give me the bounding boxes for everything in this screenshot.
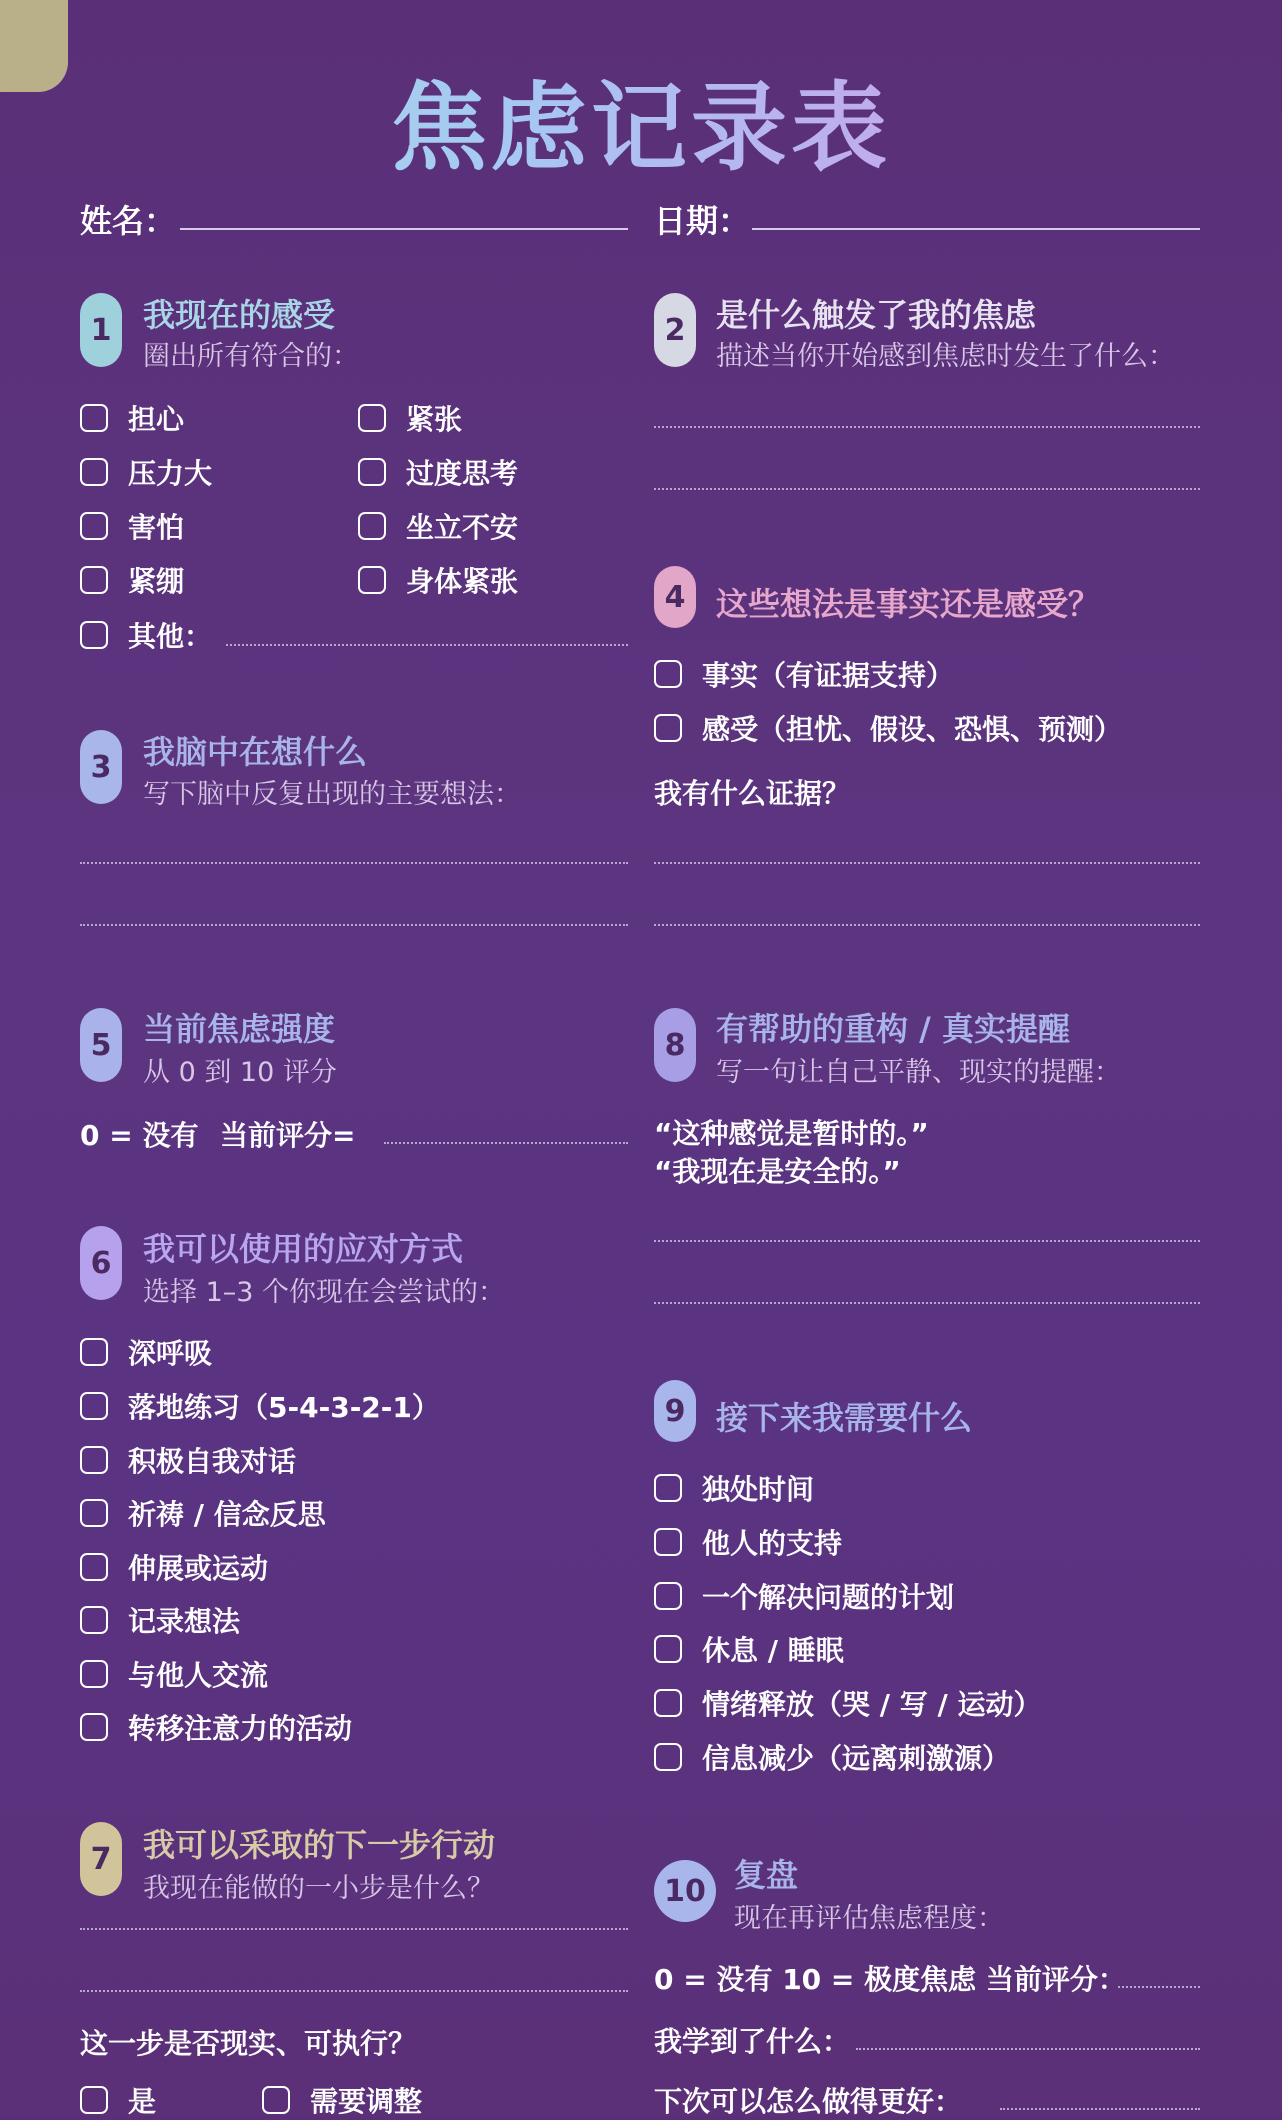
coping-option[interactable]: 伸展或运动 — [80, 1547, 268, 1587]
checkbox-icon[interactable] — [80, 1392, 108, 1420]
section-8-badge: 8 — [654, 1008, 696, 1082]
coping-option[interactable]: 落地练习（5-4-3-2-1） — [80, 1386, 440, 1426]
checkbox-icon[interactable] — [654, 1743, 682, 1771]
section-6-subtitle: 选择 1–3 个你现在会尝试的： — [143, 1277, 506, 1308]
section-7-title: 我可以采取的下一步行动 — [143, 1826, 496, 1864]
evidence-question: 我有什么证据？ — [654, 777, 851, 810]
checkbox-icon[interactable] — [654, 1689, 682, 1717]
need-option[interactable]: 独处时间 — [654, 1468, 814, 1508]
section-3-badge: 3 — [80, 730, 122, 804]
feeling-option[interactable]: 担心 — [80, 398, 184, 438]
next-step-line-2[interactable] — [80, 1990, 628, 1992]
name-label: 姓名： — [80, 202, 177, 240]
coping-option[interactable]: 转移注意力的活动 — [80, 1707, 352, 1747]
section-2-badge: 2 — [654, 293, 696, 367]
need-option[interactable]: 情绪释放（哭 / 写 / 运动） — [654, 1683, 1041, 1723]
checkbox-icon[interactable] — [654, 1474, 682, 1502]
feeling-type-option[interactable]: 感受（担忧、假设、恐惧、预测） — [654, 708, 1122, 748]
review-scale: 0 = 没有 10 = 极度焦虑 当前评分： — [654, 1963, 1126, 1996]
need-option[interactable]: 他人的支持 — [654, 1522, 842, 1562]
checkbox-icon[interactable] — [358, 566, 386, 594]
checkbox-icon[interactable] — [80, 621, 108, 649]
checkbox-icon[interactable] — [80, 1338, 108, 1366]
coping-option[interactable]: 积极自我对话 — [80, 1440, 296, 1480]
page-title: 焦虑记录表 — [0, 52, 1282, 189]
thought-line-2[interactable] — [80, 924, 628, 926]
section-10-title: 复盘 — [734, 1856, 799, 1894]
feasible-yes-option[interactable]: 是 — [80, 2080, 156, 2120]
reminder-line-1[interactable] — [654, 1240, 1200, 1242]
coping-option[interactable]: 与他人交流 — [80, 1654, 268, 1694]
checkbox-icon[interactable] — [654, 660, 682, 688]
feeling-option[interactable]: 身体紧张 — [358, 560, 518, 600]
section-2-title: 是什么触发了我的焦虑 — [716, 296, 1037, 334]
checkbox-icon[interactable] — [80, 458, 108, 486]
reminder-line-2[interactable] — [654, 1302, 1200, 1304]
section-10-badge: 10 — [654, 1860, 716, 1922]
feeling-option[interactable]: 坐立不安 — [358, 506, 518, 546]
checkbox-icon[interactable] — [80, 512, 108, 540]
section-3-subtitle: 写下脑中反复出现的主要想法： — [143, 779, 521, 810]
intensity-rating-line[interactable] — [384, 1142, 628, 1144]
checkbox-icon[interactable] — [80, 1446, 108, 1474]
checkbox-icon[interactable] — [654, 1582, 682, 1610]
section-6-title: 我可以使用的应对方式 — [143, 1230, 464, 1268]
next-step-line-1[interactable] — [80, 1928, 628, 1930]
date-label: 日期： — [654, 202, 751, 240]
section-1-badge: 1 — [80, 293, 122, 367]
section-8-title: 有帮助的重构 / 真实提醒 — [716, 1010, 1070, 1048]
section-3-title: 我脑中在想什么 — [143, 733, 368, 771]
learned-line[interactable] — [856, 2048, 1200, 2050]
checkbox-icon[interactable] — [80, 1606, 108, 1634]
feeling-option[interactable]: 过度思考 — [358, 452, 518, 492]
section-7-badge: 7 — [80, 1822, 122, 1896]
checkbox-icon[interactable] — [358, 404, 386, 432]
checkbox-icon[interactable] — [262, 2086, 290, 2114]
reminder-quote-1: “这种感觉是暂时的。” — [654, 1117, 929, 1150]
trigger-line-1[interactable] — [654, 426, 1200, 428]
checkbox-icon[interactable] — [80, 2086, 108, 2114]
thought-line-1[interactable] — [80, 862, 628, 864]
learned-label: 我学到了什么： — [654, 2025, 851, 2058]
other-feeling-line[interactable] — [226, 644, 628, 646]
checkbox-icon[interactable] — [80, 1713, 108, 1741]
checkbox-icon[interactable] — [358, 512, 386, 540]
section-9-title: 接下来我需要什么 — [716, 1399, 973, 1437]
checkbox-icon[interactable] — [654, 1528, 682, 1556]
feeling-option[interactable]: 紧绷 — [80, 560, 184, 600]
improve-line[interactable] — [1000, 2108, 1200, 2110]
intensity-rating-label: 当前评分= — [220, 1119, 356, 1152]
section-4-badge: 4 — [654, 566, 696, 628]
checkbox-icon[interactable] — [80, 1660, 108, 1688]
feasibility-question: 这一步是否现实、可执行？ — [80, 2027, 417, 2060]
improve-label: 下次可以怎么做得更好： — [654, 2085, 963, 2118]
feeling-option[interactable]: 害怕 — [80, 506, 184, 546]
coping-option[interactable]: 记录想法 — [80, 1600, 240, 1640]
feeling-option[interactable]: 压力大 — [80, 452, 212, 492]
need-option[interactable]: 一个解决问题的计划 — [654, 1576, 954, 1616]
checkbox-icon[interactable] — [80, 1499, 108, 1527]
section-8-subtitle: 写一句让自己平静、现实的提醒： — [716, 1057, 1121, 1088]
review-rating-line[interactable] — [1118, 1986, 1200, 1988]
section-1-title: 我现在的感受 — [143, 296, 336, 334]
need-option[interactable]: 信息减少（远离刺激源） — [654, 1737, 1010, 1777]
section-5-badge: 5 — [80, 1008, 122, 1082]
evidence-line-2[interactable] — [654, 924, 1200, 926]
section-1-subtitle: 圈出所有符合的： — [143, 341, 359, 372]
checkbox-icon[interactable] — [654, 714, 682, 742]
section-6-badge: 6 — [80, 1226, 122, 1300]
section-5-title: 当前焦虑强度 — [143, 1010, 336, 1048]
need-option[interactable]: 休息 / 睡眠 — [654, 1629, 844, 1669]
section-5-subtitle: 从 0 到 10 评分 — [143, 1057, 337, 1088]
coping-option[interactable]: 深呼吸 — [80, 1332, 212, 1372]
checkbox-icon[interactable] — [80, 1553, 108, 1581]
section-7-subtitle: 我现在能做的一小步是什么？ — [143, 1873, 494, 1904]
checkbox-icon[interactable] — [358, 458, 386, 486]
reminder-quote-2: “我现在是安全的。” — [654, 1155, 901, 1188]
section-2-subtitle: 描述当你开始感到焦虑时发生了什么： — [716, 341, 1175, 372]
evidence-line-1[interactable] — [654, 862, 1200, 864]
feeling-option-other[interactable]: 其他： — [80, 615, 212, 655]
feeling-option[interactable]: 紧张 — [358, 398, 462, 438]
checkbox-icon[interactable] — [654, 1635, 682, 1663]
fact-option[interactable]: 事实（有证据支持） — [654, 654, 954, 694]
trigger-line-2[interactable] — [654, 488, 1200, 490]
section-4-title: 这些想法是事实还是感受？ — [716, 585, 1101, 623]
name-input-line[interactable] — [180, 228, 628, 230]
section-10-subtitle: 现在再评估焦虑程度： — [734, 1903, 1004, 1934]
section-9-badge: 9 — [654, 1380, 696, 1442]
feasible-adjust-option[interactable]: 需要调整 — [262, 2080, 422, 2120]
date-input-line[interactable] — [752, 228, 1200, 230]
intensity-scale: 0 = 没有 — [80, 1119, 199, 1152]
checkbox-icon[interactable] — [80, 566, 108, 594]
coping-option[interactable]: 祈祷 / 信念反思 — [80, 1493, 326, 1533]
checkbox-icon[interactable] — [80, 404, 108, 432]
